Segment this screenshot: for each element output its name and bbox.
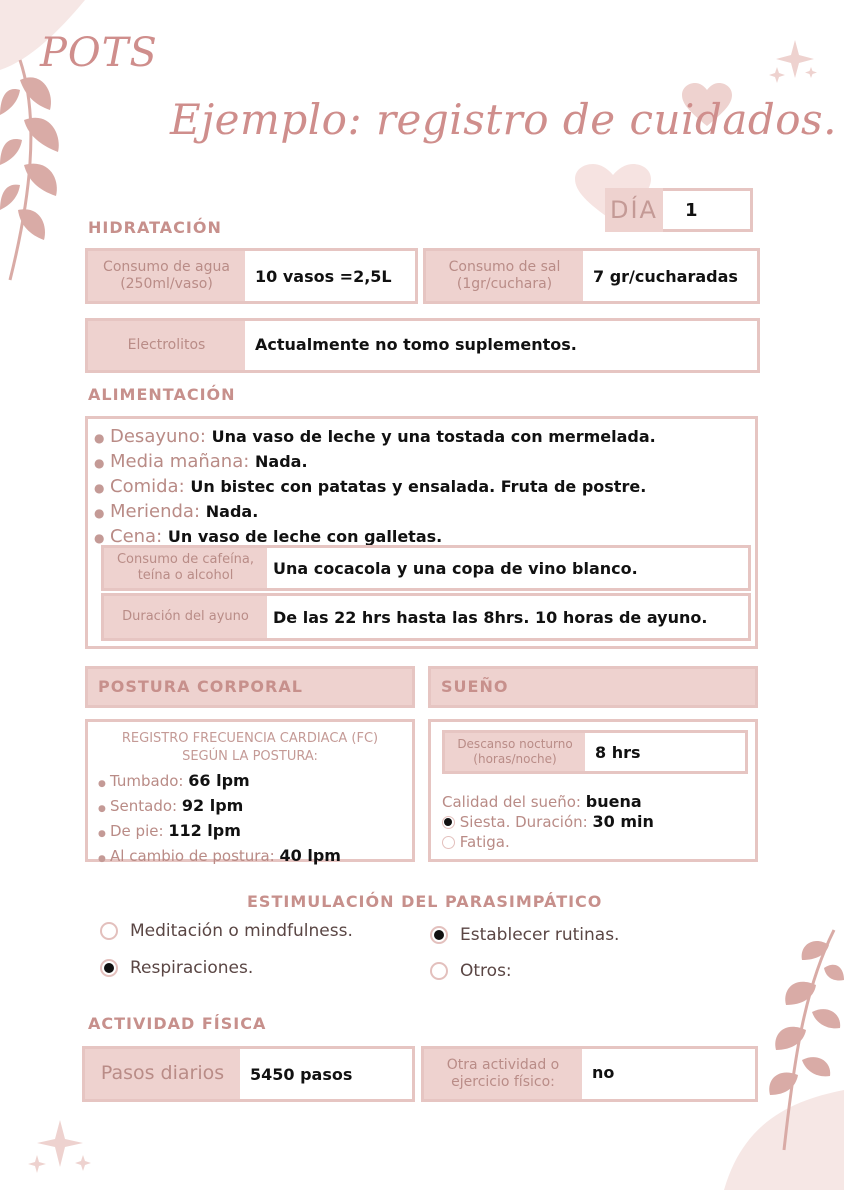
cafeina-label-line2: teína o alcohol [137,568,234,583]
otra-actividad-label [424,1049,582,1099]
descanso-field [442,730,748,774]
section-title-parasimpatico: ESTIMULACIÓN DEL PARASIMPÁTICO [247,892,603,911]
radio-respiraciones[interactable] [100,959,118,977]
fatiga-label: Fatiga. [459,833,510,851]
ayuno-field [101,593,751,641]
descanso-label-line2: (horas/noche) [473,752,557,766]
sueno-title-text: SUEÑO [441,677,509,696]
postura-title-text: POSTURA CORPORAL [98,677,303,696]
sal-value: 7 gr/cucharadas [593,266,738,286]
fatiga-line[interactable] [442,832,654,852]
section-title-actividad: ACTIVIDAD FÍSICA [88,1014,267,1033]
option-label: Meditación o mindfulness. [130,921,353,941]
meal-item: ● Merienda: Nada. [94,501,259,522]
agua-value: 10 vasos =2,5L [255,266,392,286]
electrolitos-label: Electrolitos [88,321,245,370]
meal-label: Media mañana: [110,451,250,472]
postura-value: 66 lpm [188,771,250,790]
cafeina-field [101,545,751,591]
sparkle-decoration-icon [765,35,825,90]
sparkle-decoration-icon [25,1115,100,1185]
option-otros[interactable] [430,961,512,981]
meal-label: Merienda: [110,501,201,522]
option-label: Establecer rutinas. [460,925,620,945]
meal-value: Nada. [255,452,308,471]
section-title-hidratacion: HIDRATACIÓN [88,218,222,237]
calidad-label: Calidad del sueño: [442,793,581,811]
dia-label: DÍA [605,188,663,232]
postura-label: De pie: [110,822,164,840]
option-meditacion[interactable] [100,921,353,941]
registro-line2: SEGÚN LA POSTURA: [182,749,318,764]
sueno-box [428,719,758,862]
pasos-label: Pasos diarios [85,1049,240,1099]
agua-label-line1: Consumo de agua [103,258,230,275]
electrolitos-value: Actualmente no tomo suplementos. [255,335,577,354]
postura-label: Tumbado: [110,772,184,790]
cafeina-label [104,548,267,588]
sal-label [426,251,583,301]
radio-otros[interactable] [430,962,448,980]
postura-item: ● Tumbado: 66 lpm [98,771,250,790]
otra-label-line2: ejercicio físico: [451,1074,555,1090]
sal-label-line2: (1gr/cuchara) [456,276,553,292]
option-rutinas[interactable] [430,925,619,945]
sal-label-line1: Consumo de sal [448,258,561,275]
meal-value: Un bistec con patatas y ensalada. Fruta de postre. [190,477,647,496]
option-label: Otros: [460,961,512,981]
option-label: Respiraciones. [130,958,254,978]
electrolitos-field [85,318,760,373]
siesta-label: Siesta. Duración: [459,813,588,831]
postura-value: 40 lpm [279,846,341,865]
meal-value: Nada. [205,502,259,521]
cafeina-value: Una cocacola y una copa de vino blanco. [273,558,638,578]
registro-line1: REGISTRO FRECUENCIA CARDIACA (FC) [121,731,379,746]
section-title-alimentacion: ALIMENTACIÓN [88,385,236,404]
siesta-line[interactable] [442,812,654,832]
section-title-sueno [428,666,758,708]
postura-value: 92 lpm [181,796,244,815]
meal-item: ● Cena: Un vaso de leche con galletas. [94,526,443,547]
meal-item: ● Desayuno: Una vaso de leche y una tostada con mermelada. [94,426,656,447]
agua-label [88,251,245,301]
dia-value: 1 [663,188,753,232]
postura-item: ● Sentado: 92 lpm [98,796,244,815]
siesta-value: 30 min [592,812,654,831]
section-title-postura [85,666,415,708]
otra-actividad-value: no [592,1063,615,1082]
postura-list [98,770,412,870]
meal-label: Desayuno: [110,426,206,447]
sueno-details [442,792,654,852]
calidad-line [442,792,654,812]
option-respiraciones[interactable] [100,958,253,978]
postura-item: ● Al cambio de postura: 40 lpm [98,846,341,865]
radio-rutinas[interactable] [430,926,448,944]
descanso-label [445,733,585,771]
postura-registro-heading [88,730,412,766]
ayuno-value: De las 22 hrs hasta las 8hrs. 10 horas de ayuno. [273,607,708,627]
pasos-value: 5450 pasos [250,1064,353,1084]
fatiga-radio[interactable] [442,836,455,849]
otra-label-line1: Otra actividad o [446,1056,560,1073]
postura-item: ● De pie: 112 lpm [98,821,241,840]
descanso-label-line1: Descanso nocturno [457,737,573,751]
meal-item: ● Media mañana: Nada. [94,451,308,472]
postura-box [85,719,415,865]
descanso-value: 8 hrs [595,742,641,762]
siesta-radio[interactable] [442,816,455,829]
radio-meditacion[interactable] [100,922,118,940]
ayuno-label: Duración del ayuno [104,596,267,638]
meal-label: Cena: [110,526,163,547]
meal-value: Un vaso de leche con galletas. [167,527,443,546]
agua-field [85,248,418,304]
sal-field [423,248,760,304]
calidad-value: buena [585,792,642,811]
brand-logo: POTS [40,30,158,76]
agua-label-line2: (250ml/vaso) [120,276,213,292]
otra-actividad-field [421,1046,758,1102]
postura-value: 112 lpm [168,821,241,840]
alimentacion-box [85,416,758,649]
postura-label: Sentado: [110,797,178,815]
meal-item: ● Comida: Un bistec con patatas y ensalada. Fruta de postre. [94,476,647,497]
pasos-field [82,1046,415,1102]
cafeina-label-line1: Consumo de cafeína, [116,551,255,567]
meals-list [94,425,656,550]
meal-value: Una vaso de leche y una tostada con mermelada. [211,427,656,446]
page-title: Ejemplo: registro de cuidados. [170,95,837,144]
meal-label: Comida: [110,476,185,497]
postura-label: Al cambio de postura: [110,847,275,865]
